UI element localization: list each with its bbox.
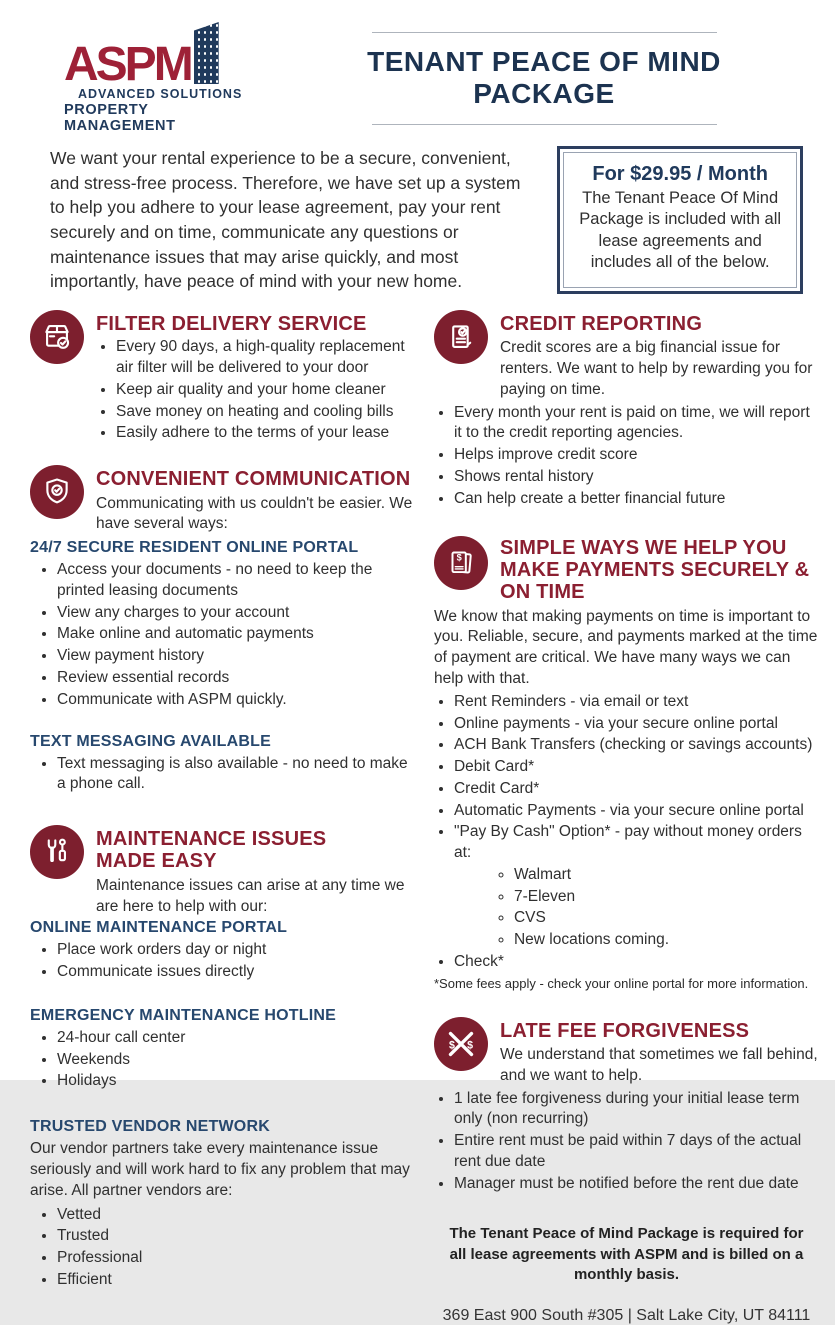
section-maintenance (30, 825, 418, 1291)
list-item: • Can help create a better financial future (454, 489, 819, 510)
title-rule-top (372, 32, 717, 33)
list-item: ◦ CVS (514, 908, 819, 929)
logo-acronym: ASPM (64, 37, 191, 91)
texting-list (30, 754, 418, 796)
list-item: • Professional (57, 1248, 418, 1269)
list-item: • ACH Bank Transfers (checking or savings accounts) (454, 735, 819, 756)
list-item: • Vetted (57, 1205, 418, 1226)
list-item: • Every month your rent is paid on time, we will report it to the credit reporting agencies. (454, 403, 819, 445)
list-item: • Trusted (57, 1226, 418, 1247)
svg-text:$: $ (448, 1038, 455, 1051)
section-payments (434, 534, 819, 991)
section-heading: FILTER DELIVERY SERVICE (96, 313, 367, 336)
list-item: • View any charges to your account (57, 603, 418, 624)
list-item: • Manager must be notified before the rent due date (454, 1174, 819, 1195)
section-credit-reporting (434, 310, 819, 510)
list-item: • Access your documents - no need to keep the printed leasing documents (57, 560, 418, 602)
list-item: • Make online and automatic payments (57, 624, 418, 645)
list-item: • View payment history (57, 646, 418, 667)
footer-address: 369 East 900 South #305 | Salt Lake City, UT 84111 (442, 1307, 811, 1325)
footer (434, 1224, 819, 1325)
section-heading: CONVENIENT COMMUNICATION (96, 468, 411, 491)
section-intro: Maintenance issues can arise at any time we are here to help with our: (96, 876, 405, 915)
list-item: • Place work orders day or night (57, 940, 418, 961)
building-icon (194, 22, 219, 84)
filter-delivery-list (96, 337, 418, 444)
list-item: • Review essential records (57, 668, 418, 689)
section-heading: CREDIT REPORTING (499, 313, 703, 336)
list-item: • Online payments - via your secure online portal (454, 714, 819, 735)
list-item: • Save money on heating and cooling bills (116, 402, 418, 423)
list-item: • 1 late fee forgiveness during your initial lease term only (non recurring) (454, 1089, 819, 1131)
footer-note: The Tenant Peace of Mind Package is required for all lease agreements with ASPM and is billed on a monthly basis. (449, 1225, 804, 1283)
svg-text:$: $ (467, 1038, 474, 1051)
vendor-intro: Our vendor partners take every maintenance issue seriously and will work hard to fix any problem that may arise. All partner vendors are: (30, 1140, 410, 1199)
title-rule-bottom (372, 124, 717, 125)
svg-text:$: $ (456, 552, 462, 563)
section-filter-delivery (30, 310, 418, 445)
logo-tagline-1: ADVANCED SOLUTIONS (78, 87, 243, 101)
list-item: ◦ 7-Eleven (514, 887, 819, 908)
section-intro: We understand that sometimes we fall behind, and we want to help. (499, 1046, 818, 1084)
list-item: • Communicate with ASPM quickly. (57, 690, 418, 711)
section-intro: We know that making payments on time is important to you. Reliable, secure, and payments marked at the time of payment are critical. We have many ways we can help with that. (433, 607, 818, 688)
portal-list (30, 560, 418, 710)
list-item: • Rent Reminders - via email or text (454, 692, 819, 713)
sub-list (454, 865, 819, 951)
header (0, 0, 835, 134)
list-item: • "Pay By Cash" Option* - pay without money orders at: ◦ Walmart ◦ 7-Eleven ◦ CVS ◦ New locations coming. (454, 822, 819, 951)
section-heading: MAINTENANCE ISSUES MADE EASY (96, 828, 327, 873)
list-item: • Holidays (57, 1071, 418, 1092)
aspm-logo (64, 22, 259, 134)
list-item: ◦ New locations coming. (514, 930, 819, 951)
logo-tagline-2: PROPERTY MANAGEMENT (64, 102, 176, 134)
cash-icon (434, 536, 488, 590)
section-intro: Communicating with us couldn't be easier. We have several ways: (96, 494, 413, 533)
late-fee-list (434, 1089, 819, 1195)
credit-list (434, 403, 819, 510)
list-item: • Efficient (57, 1270, 418, 1291)
hotline-list (30, 1028, 418, 1092)
logo-mark (64, 22, 259, 91)
maintenance-portal-subheading: ONLINE MAINTENANCE PORTAL (30, 919, 288, 937)
list-item: • Helps improve credit score (454, 445, 819, 466)
right-column (434, 310, 819, 1325)
section-intro: Credit scores are a big financial issue for renters. We want to help by rewarding you for paying on time. (499, 339, 813, 398)
price-description: The Tenant Peace Of Mind Package is included with all lease agreements and includes all of the below. (579, 189, 782, 272)
package-check-icon (30, 310, 84, 364)
list-item: • Keep air quality and your home cleaner (116, 380, 418, 401)
section-heading: SIMPLE WAYS WE HELP YOU MAKE PAYMENTS SECURELY & ON TIME (499, 536, 810, 604)
price-headline: For $29.95 / Month (592, 163, 768, 185)
list-item: • Communicate issues directly (57, 962, 418, 983)
list-item: • Credit Card* (454, 779, 819, 800)
list-item: • Easily adhere to the terms of your lease (116, 423, 418, 444)
price-box-inner (563, 152, 797, 288)
hotline-subheading: EMERGENCY MAINTENANCE HOTLINE (30, 1006, 336, 1024)
document-check-icon (434, 310, 488, 364)
intro-paragraph: We want your rental experience to be a secure, convenient, and stress-free process. Therefore, we have set up a system to help you adhere to your lease agreement, pay your rent securely and on time, communicate any questions or maintenance issues that may arise quickly, and most importantly, have peace of mind with your new home. (50, 148, 521, 292)
list-item: • Text messaging is also available - no need to make a phone call. (57, 754, 418, 796)
left-column (30, 310, 418, 1325)
tools-icon (30, 825, 84, 879)
vendor-subheading: TRUSTED VENDOR NETWORK (30, 1118, 270, 1136)
maintenance-portal-list (30, 940, 418, 983)
no-late-fee-icon (434, 1017, 488, 1071)
page-title: TENANT PEACE OF MIND PACKAGE (367, 46, 721, 109)
list-item: ◦ Walmart (514, 865, 819, 886)
section-heading: LATE FEE FORGIVENESS (499, 1019, 750, 1042)
texting-subheading: TEXT MESSAGING AVAILABLE (30, 732, 271, 750)
intro-row (0, 134, 835, 294)
payments-footnote: *Some fees apply - check your online portal for more information. (433, 975, 809, 991)
list-item: • Weekends (57, 1050, 418, 1071)
list-item: • Entire rent must be paid within 7 days of the actual rent due date (454, 1131, 819, 1173)
payments-list (434, 692, 819, 973)
list-item: • Every 90 days, a high-quality replacement air filter will be delivered to your door (116, 337, 418, 379)
section-late-fee (434, 1017, 819, 1195)
portal-subheading: 24/7 SECURE RESIDENT ONLINE PORTAL (30, 539, 359, 557)
list-item: • Shows rental history (454, 467, 819, 488)
section-communication (30, 465, 418, 795)
shield-check-icon (30, 465, 84, 519)
price-box (557, 146, 803, 294)
content-columns (0, 294, 835, 1325)
vendor-list (30, 1205, 418, 1291)
list-item: • Automatic Payments - via your secure online portal (454, 801, 819, 822)
title-block (295, 22, 793, 125)
list-item: • Debit Card* (454, 757, 819, 778)
list-item: • 24-hour call center (57, 1028, 418, 1049)
list-item: • Check* (454, 952, 819, 973)
